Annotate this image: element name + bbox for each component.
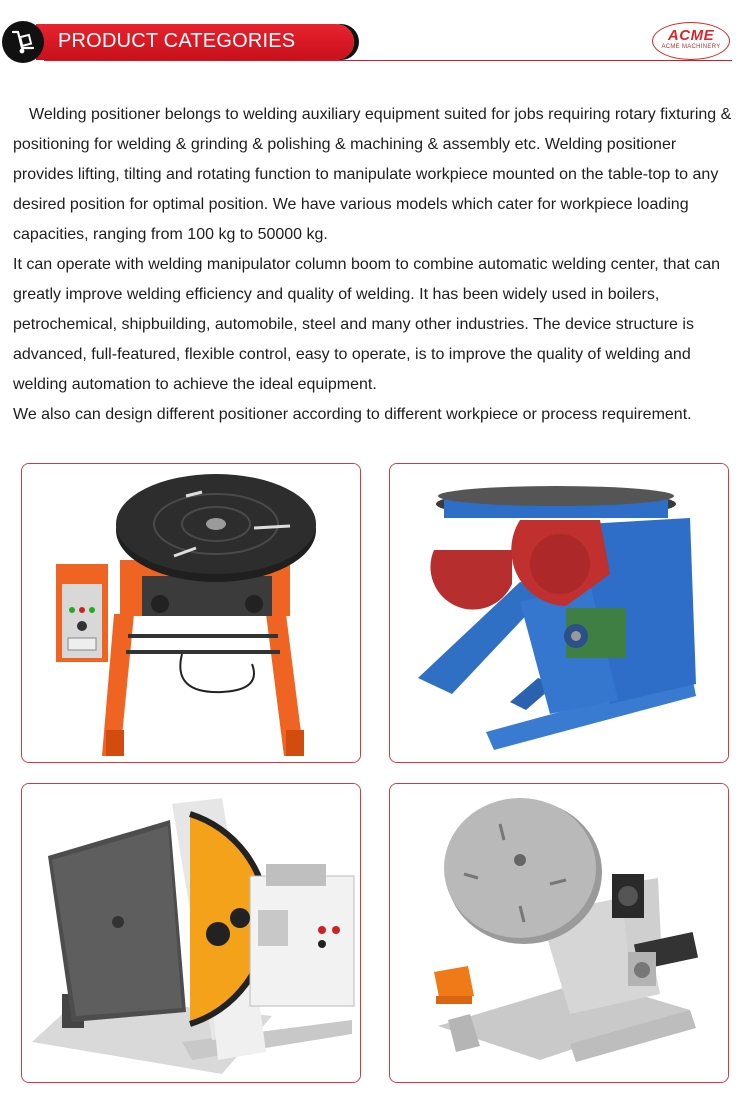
gray-positioner-illustration — [390, 784, 728, 1082]
page-title: PRODUCT CATEGORIES — [58, 30, 296, 52]
description-paragraph: Welding positioner belongs to welding auxiliary equipment suited for jobs requiring rotary fixturing & positioning for welding & grinding & polishing & machining & assembly etc. Welding positioner provides lifting, tilting and rotating function to manipulate workpiece mounted on the table-top to any desired position for optimal position. We have various models which cater for workpiece loading capacities, ranging from 100 kg to 50000 kg. — [13, 106, 732, 243]
header — [0, 0, 750, 80]
blue-positioner-illustration — [390, 464, 728, 762]
acme-logo — [652, 22, 730, 60]
product-image-orange-positioner[interactable] — [21, 463, 361, 763]
product-image-gray-positioner[interactable] — [389, 783, 729, 1083]
product-image-tilt-positioner-cabinet[interactable] — [21, 783, 361, 1083]
logo-text: ACME — [667, 27, 715, 44]
header-divider — [44, 60, 732, 61]
product-image-blue-positioner[interactable] — [389, 463, 729, 763]
product-description — [13, 100, 741, 430]
orange-positioner-illustration — [22, 464, 360, 762]
tilt-positioner-illustration — [22, 784, 360, 1082]
hand-truck-icon — [2, 21, 44, 63]
logo-subtext: ACME MACHINERY — [661, 44, 721, 50]
description-paragraph: We also can design different positioner according to different workpiece or process requirement. — [13, 406, 692, 423]
description-paragraph: It can operate with welding manipulator column boom to combine automatic welding center, that can greatly improve welding efficiency and quality of welding. It has been widely used in boilers, petrochemical, shipbuilding, automobile, steel and many other industries. The device structure is advanced, full-featured, flexible control, easy to operate, is to improve the quality of welding and welding automation to achieve the ideal equipment. — [13, 256, 721, 393]
